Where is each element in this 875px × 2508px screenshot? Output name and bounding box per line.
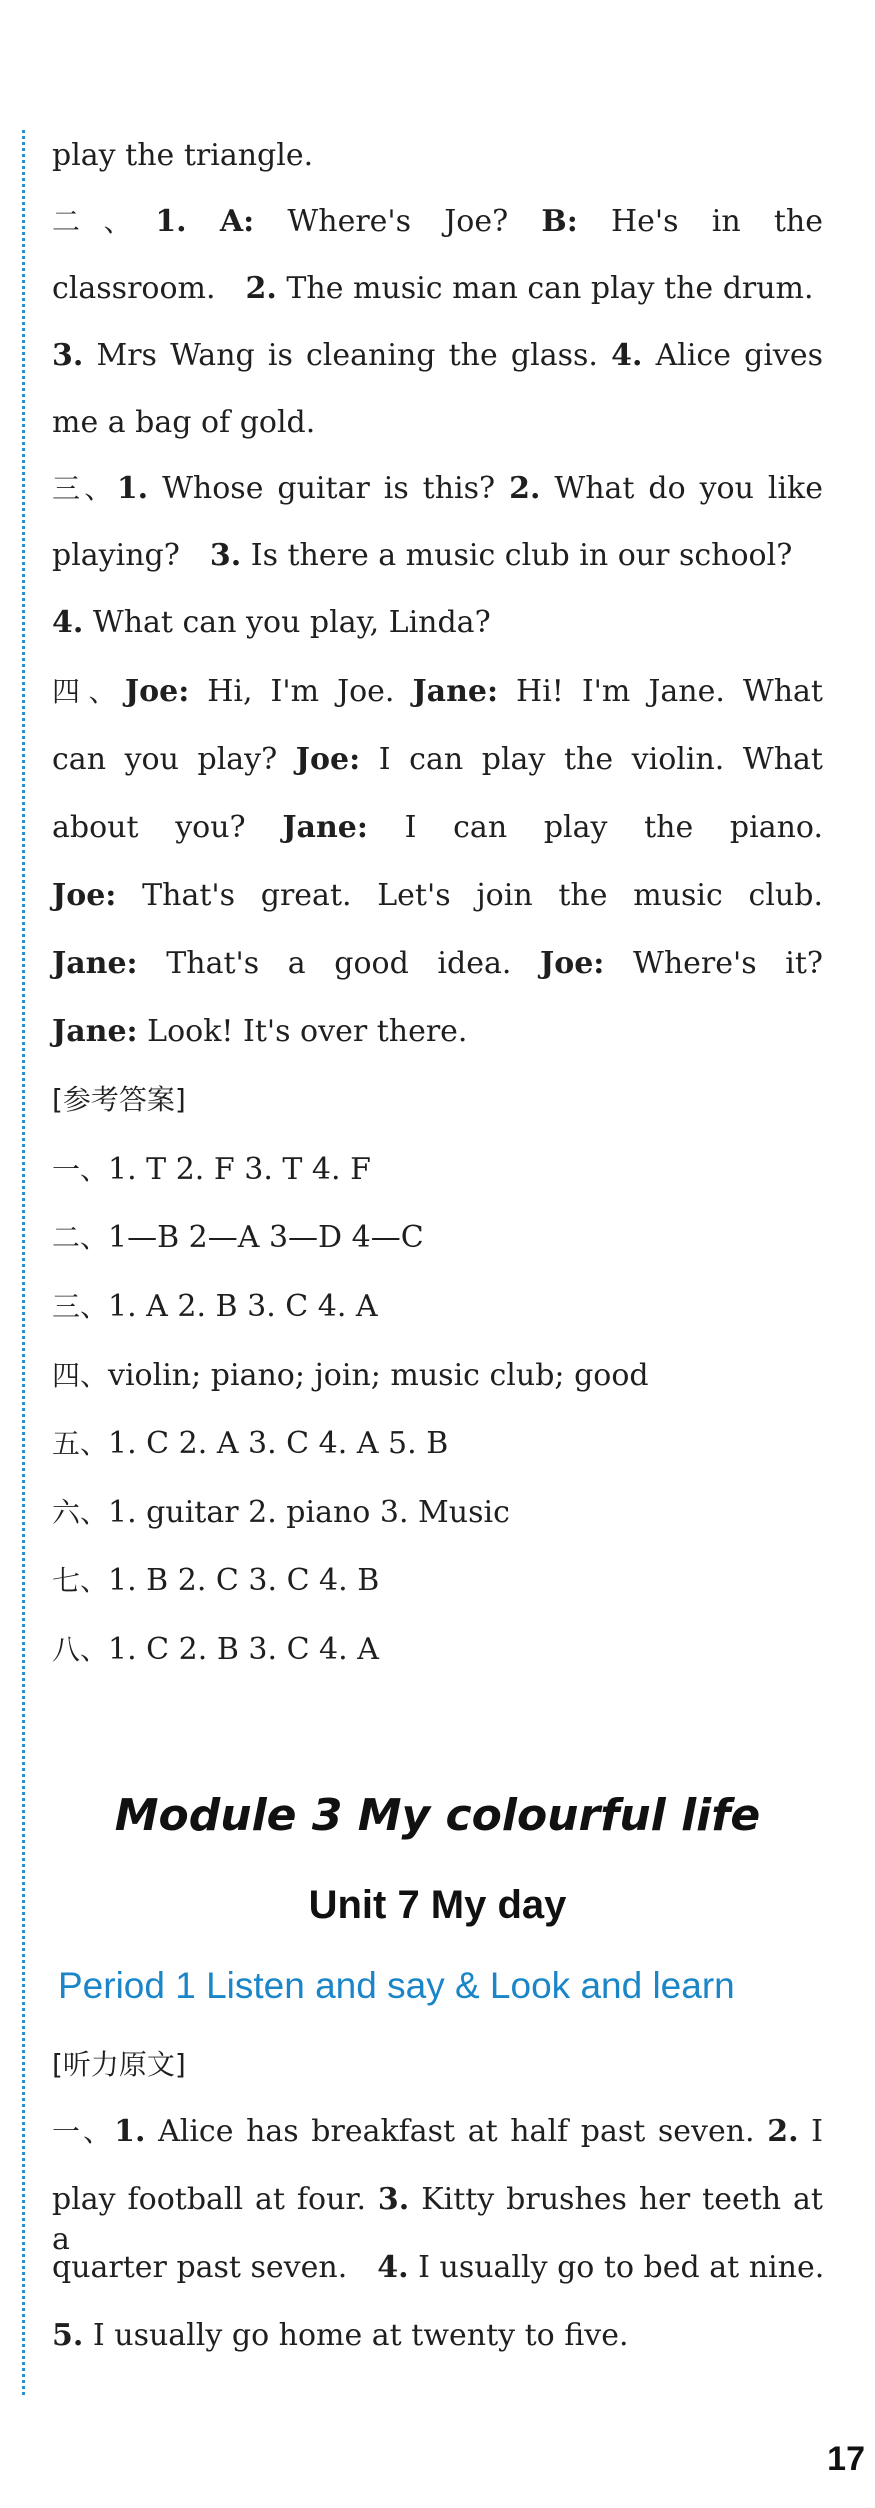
item-number: 1. xyxy=(155,204,187,239)
speaker-joe: Joe: xyxy=(295,742,361,777)
sentence: playing? xyxy=(52,538,180,573)
dialogue-line xyxy=(52,1012,823,1052)
period-title: Period 1 Listen and say & Look and learn xyxy=(58,1965,735,2006)
speaker-jane: Jane: xyxy=(52,946,138,981)
dialogue-text: Look! It's over there. xyxy=(147,1014,468,1049)
speaker-jane: Jane: xyxy=(282,810,368,845)
sentence: quarter past seven. xyxy=(52,2250,348,2285)
sentence: classroom. xyxy=(52,271,216,306)
answer-text: 1. T 2. F 3. T 4. F xyxy=(108,1152,371,1187)
reference-answers-header xyxy=(52,1080,823,1120)
answer-line xyxy=(52,1561,823,1601)
dialogue-line xyxy=(52,808,823,848)
answer-line xyxy=(52,1150,823,1190)
dialogue-text: I can play the piano. xyxy=(404,810,824,845)
item-number: 5. xyxy=(52,2318,84,2353)
text-line xyxy=(52,136,823,176)
answer-text: violin; piano; join; music club; good xyxy=(108,1358,649,1393)
sentence: He's in the xyxy=(611,204,823,239)
item-number: 4. xyxy=(52,605,84,640)
answer-line xyxy=(52,1424,823,1464)
dialogue-text: can you play? xyxy=(52,742,278,777)
header-text: [参考答案] xyxy=(52,1083,186,1116)
item-number: 1. xyxy=(114,2114,146,2149)
sentence: Alice gives xyxy=(655,338,824,373)
section-label: 八、 xyxy=(52,1633,109,1666)
answer-text: 1. B 2. C 3. C 4. B xyxy=(108,1563,380,1598)
answer-text: 1—B 2—A 3—D 4—C xyxy=(108,1220,424,1255)
sentence: The music man can play the drum. xyxy=(286,271,814,306)
answer-line xyxy=(52,1356,823,1396)
sentence: I xyxy=(811,2114,823,2149)
listening-script-header xyxy=(52,2045,823,2085)
section-label: 四、 xyxy=(52,675,125,708)
sentence: What do you like xyxy=(554,471,823,506)
dialogue-line xyxy=(52,672,823,712)
item-number: 3. xyxy=(377,2182,410,2217)
speaker-joe: Joe: xyxy=(52,878,117,913)
dialogue-text: That's a good idea. xyxy=(166,946,512,981)
section-label: 六、 xyxy=(52,1496,109,1529)
item-number: 1. xyxy=(116,471,149,506)
item-number: 2. xyxy=(245,271,277,306)
item-number: 2. xyxy=(767,2114,799,2149)
section-label: 二、 xyxy=(52,1221,109,1254)
item-number: 4. xyxy=(611,338,643,373)
sentence: What can you play, Linda? xyxy=(92,605,491,640)
speaker-joe: Joe: xyxy=(540,946,605,981)
sentence: play football at four. xyxy=(52,2182,366,2217)
answer-line xyxy=(52,1218,823,1258)
sentence: Mrs Wang is cleaning the glass. xyxy=(96,338,598,373)
answer-line xyxy=(52,1493,823,1533)
answer-text: 1. C 2. A 3. C 4. A 5. B xyxy=(108,1426,449,1461)
header-text: [听力原文] xyxy=(52,2048,186,2081)
section-label: 四、 xyxy=(52,1359,109,1392)
dialogue-text: Hi, I'm Joe. xyxy=(207,674,395,709)
module-title: Module 3 My colourful life xyxy=(114,1790,761,1841)
section-label: 三、 xyxy=(52,1290,109,1323)
unit-title: Unit 7 My day xyxy=(308,1883,567,1927)
sentence: Kitty brushes her teeth at a xyxy=(52,2182,823,2257)
item-number: 3. xyxy=(52,338,84,373)
answer-text: 1. A 2. B 3. C 4. A xyxy=(108,1289,378,1324)
section-label: 七、 xyxy=(52,1564,109,1597)
item-number: 3. xyxy=(209,538,242,573)
listening-line xyxy=(52,2316,823,2356)
dialogue-text: That's great. Let's join the music club. xyxy=(142,878,823,913)
dialogue-line xyxy=(52,876,823,916)
section-label: 一、 xyxy=(52,2115,115,2148)
sentence: I usually go home at twenty to five. xyxy=(92,2318,629,2353)
item-number: 4. xyxy=(377,2250,409,2285)
answer-line xyxy=(52,1287,823,1327)
listening-line xyxy=(52,2248,823,2288)
speaker-jane: Jane: xyxy=(412,674,499,709)
speaker-label: B: xyxy=(541,204,578,239)
dialogue-line xyxy=(52,740,823,780)
speaker-jane: Jane: xyxy=(52,1014,138,1049)
exercise-3-line xyxy=(52,469,823,509)
section-label: 一、 xyxy=(52,1153,109,1186)
page-number: 17 xyxy=(827,2440,865,2478)
sentence: Is there a music club in our school? xyxy=(250,538,793,573)
dialogue-text: about you? xyxy=(52,810,246,845)
exercise-3-line xyxy=(52,536,823,576)
sentence: I usually go to bed at nine. xyxy=(418,2250,825,2285)
sentence: Whose guitar is this? xyxy=(162,471,496,506)
item-number: 2. xyxy=(509,471,541,506)
section-label: 五、 xyxy=(52,1427,109,1460)
dialogue-text: Where's it? xyxy=(633,946,824,981)
answer-text: 1. C 2. B 3. C 4. A xyxy=(108,1632,379,1667)
sentence: Where's Joe? xyxy=(287,204,509,239)
listening-line xyxy=(52,2112,823,2152)
exercise-2-line xyxy=(52,269,823,309)
margin-dotted-rule xyxy=(22,130,25,2395)
speaker-label: A: xyxy=(219,204,255,239)
sentence: me a bag of gold. xyxy=(52,405,316,440)
text-fragment: play the triangle. xyxy=(52,138,314,173)
speaker-joe: Joe: xyxy=(124,674,190,709)
exercise-2-line xyxy=(52,336,823,376)
section-label: 三、 xyxy=(52,472,117,505)
dialogue-text: Hi! I'm Jane. What xyxy=(516,674,823,709)
sentence: Alice has breakfast at half past seven. xyxy=(158,2114,755,2149)
section-label: 二、 xyxy=(52,205,156,238)
dialogue-line xyxy=(52,944,823,984)
answer-text: 1. guitar 2. piano 3. Music xyxy=(108,1495,510,1530)
answer-line xyxy=(52,1630,823,1670)
exercise-2-line xyxy=(52,403,823,443)
exercise-3-line xyxy=(52,603,823,643)
exercise-2-line xyxy=(52,202,823,242)
dialogue-text: I can play the violin. What xyxy=(378,742,823,777)
